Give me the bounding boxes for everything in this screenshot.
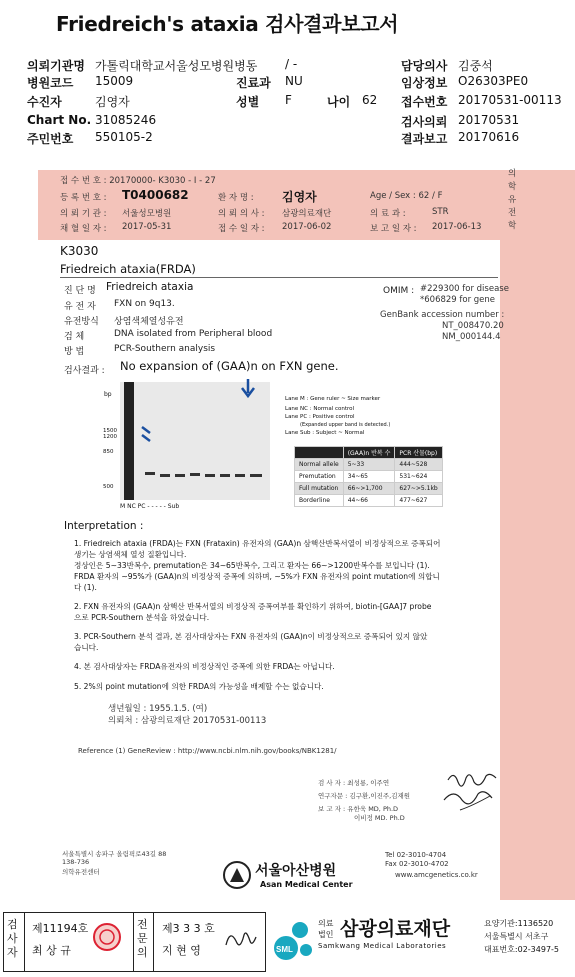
specialist-signature-image — [222, 925, 258, 953]
header-value: 550105-2 — [95, 130, 153, 144]
dx-label: 진 단 명 — [64, 286, 96, 296]
header-value: 62 — [362, 93, 378, 107]
test-code: K3030 — [60, 244, 99, 258]
dept-value: STR — [432, 207, 449, 217]
specialist-name: 지 현 영 — [162, 944, 201, 957]
table-cell: 477~627 — [395, 495, 442, 507]
collect-label: 채 혈 일 자 : — [60, 224, 107, 234]
gel-band — [175, 474, 185, 477]
gel-band — [250, 474, 262, 477]
method-value: PCR-Southern analysis — [114, 344, 216, 354]
header-value: F — [285, 93, 292, 107]
gel-band — [145, 472, 155, 475]
pink-side-band — [500, 170, 575, 900]
gel-band — [220, 474, 230, 477]
result-value: No expansion of (GAA)n on FXN gene. — [120, 359, 339, 373]
header-label: 수진자 — [27, 95, 62, 109]
header-label: 주민번호 — [27, 132, 74, 146]
org-name-en: Samkwang Medical Laboratories — [318, 942, 447, 950]
address-line-3: 의학유전센터 — [62, 868, 100, 876]
age-sex: Age / Sex : 62 / F — [370, 191, 443, 201]
org-value: 서울성모병원 — [122, 209, 172, 219]
table-row — [295, 459, 443, 471]
doctor-value: 삼광의료재단 — [282, 209, 332, 219]
header-value: NU — [285, 74, 303, 88]
org-info-2: 서울특별시 서초구 — [484, 932, 549, 941]
specialist-label: 전문의 — [137, 918, 148, 959]
table-cell: Premutation — [295, 471, 344, 483]
header-label: 결과보고 — [401, 132, 448, 146]
legend-line-2: Lane NC : Normal control — [285, 406, 355, 412]
interp-line: 생기는 상염색체 열성 질환입니다. — [74, 550, 187, 559]
table-header-cell: PCR 산물(bp) — [395, 447, 442, 459]
header-label: 접수번호 — [401, 95, 448, 109]
dx-value: Friedreich ataxia — [106, 281, 194, 293]
interp-line: 3. PCR-Southern 분석 결과, 본 검사대상자는 FXN 유전자의 (GAA)n이 비정상적으로 증폭되어 있지 않았 — [74, 632, 428, 641]
repeat-range-table — [294, 446, 443, 507]
interp-line: 4. 본 검사대상자는 FRDA유전자의 비정상적인 증폭에 의한 FRDA는 아닙니다. — [74, 662, 335, 671]
header-row — [0, 93, 575, 111]
table-cell: 66~>1,700 — [343, 483, 395, 495]
header-value: 김영자 — [95, 95, 130, 109]
ladder-500: 500 — [103, 484, 114, 490]
header-value: 20170531-00113 — [458, 93, 562, 107]
omim-disease: #229300 for disease — [420, 284, 509, 294]
header-value: 20170616 — [458, 130, 520, 144]
header-label: 의뢰기관명 — [27, 59, 85, 73]
header-label: 병원코드 — [27, 76, 74, 90]
legend-line-3: Lane PC : Positive control — [285, 414, 355, 420]
org-label: 의 뢰 기 관 : — [60, 209, 107, 219]
hospital-website: www.amcgenetics.co.kr — [395, 871, 478, 879]
svg-text:SML: SML — [276, 945, 293, 954]
patient-label: 환 자 명 : — [218, 193, 254, 203]
requester: 의뢰처 : 삼광의료재단 20170531-00113 — [108, 716, 267, 726]
table-row — [295, 471, 443, 483]
header-row — [0, 74, 575, 92]
header-label: 검사의뢰 — [401, 115, 448, 129]
doctor-label: 의 뢰 의 사 : — [218, 209, 265, 219]
signature-image — [440, 760, 510, 820]
gel-band — [190, 473, 200, 476]
report-title: Friedreich's ataxia 검사결과보고서 — [56, 12, 399, 36]
inherit-value: 상염색체열성유전 — [114, 317, 184, 327]
ladder-1200: 1200 — [103, 434, 117, 440]
table-cell: 34~65 — [343, 471, 395, 483]
inherit-label: 유전방식 — [64, 317, 99, 327]
tester-name: 최 상 규 — [32, 944, 71, 957]
interp-line: 2. FXN 유전자의 (GAA)n 삼핵산 반복서열의 비정상적 증폭여부를 확인하기 위하여, biotin-[GAA]7 probe — [74, 602, 432, 611]
header-row — [0, 57, 575, 75]
org-prefix-1: 의료 — [318, 919, 334, 928]
table-cell: 44~66 — [343, 495, 395, 507]
test-name: Friedreich ataxia(FRDA) — [60, 262, 196, 276]
hospital-tel: Tel 02-3010-4704 — [385, 851, 447, 859]
receipt-number: 접 수 번 호 : 20170000- K3030 - I - 27 — [60, 176, 216, 186]
staff-reporter-2: 이비정 MD. Ph.D — [354, 814, 405, 822]
header-row — [0, 113, 575, 131]
collect-date: 2017-05-31 — [122, 222, 172, 232]
hospital-name-kr: 서울아산병원 — [255, 863, 337, 879]
method-label: 방 법 — [64, 347, 85, 357]
header-label: 나이 — [327, 95, 351, 109]
gel-band — [205, 474, 215, 477]
header-label: 성별 — [236, 95, 260, 109]
address-line-1: 서울특별시 송파구 올림픽로43길 88 — [62, 850, 167, 858]
hospital-fax: Fax 02-3010-4702 — [385, 860, 449, 868]
genbank-label: GenBank accession number : — [380, 310, 505, 320]
header-label: Chart No. — [27, 113, 92, 127]
seal-stamp-icon — [92, 922, 122, 952]
interp-line: FRDA 환자의 ~95%가 (GAA)n의 비정상적 증폭에 의하며, ~5%가 FXN 유전자의 point mutation에 의합니 — [74, 572, 440, 581]
legend-line-1: Lane M : Gene ruler ~ Size marker — [285, 396, 381, 402]
asan-logo-icon — [222, 860, 252, 890]
table-cell: 531~624 — [395, 471, 442, 483]
table-header-cell — [295, 447, 344, 459]
pc-arrow-icon — [140, 425, 158, 445]
table-cell: 627~>5.1kb — [395, 483, 442, 495]
header-value: 가톨릭대학교서울성모병원병동 — [95, 59, 258, 73]
table-row — [295, 495, 443, 507]
table-row — [295, 483, 443, 495]
table-cell: Borderline — [295, 495, 344, 507]
interp-line: 5. 2%의 point mutation에 의한 FRDA의 가능성을 배제할 수는 없습니다. — [74, 682, 324, 691]
staff-advisor: 연구자문 : 김구환,이진주,김재원 — [318, 792, 411, 800]
gel-band — [235, 474, 245, 477]
address-line-2: 138-736 — [62, 858, 90, 866]
table-cell: Normal allele — [295, 459, 344, 471]
header-label: 임상정보 — [401, 76, 448, 90]
genbank-nm: NM_000144.4 — [442, 332, 501, 342]
org-prefix-2: 법인 — [318, 930, 334, 939]
specialist-license: 제3 3 3 호 — [162, 922, 215, 935]
birth-date: 생년월일 : 1955.1.5. (여) — [108, 704, 208, 714]
org-info-1: 요양기관:1136520 — [484, 919, 554, 928]
legend-line-4: (Expanded upper band is detected.) — [300, 422, 391, 428]
interp-line: 습니다. — [74, 643, 99, 652]
received-label: 접 수 일 자 : — [218, 224, 265, 234]
gel-bp-label: bp — [104, 391, 112, 398]
ladder-850: 850 — [103, 449, 114, 455]
dept-label: 의 료 과 : — [370, 209, 406, 219]
specimen-value: DNA isolated from Peripheral blood — [114, 329, 273, 339]
ladder-1500: 1500 — [103, 428, 117, 434]
side-label: 의학유전학 — [508, 169, 517, 231]
genbank-nt: NT_008470.20 — [442, 321, 504, 331]
staff-reporter: 보 고 자 : 유한욱 MD, Ph.D — [318, 805, 399, 813]
header-value: 20170531 — [458, 113, 520, 127]
header-value: 31085246 — [95, 113, 157, 127]
header-label: 진료과 — [236, 76, 271, 90]
interp-line: 정상인은 5~33반복수, premutation은 34~65반복수, 그리고 환자는 66~>1200반복수를 보입니다 (1). — [74, 561, 430, 570]
reference: Reference (1) GeneReview : http://www.ncbi.nlm.nih.gov/books/NBK1281/ — [78, 747, 337, 755]
tester-label: 검사자 — [7, 918, 18, 959]
legend-line-5: Lane Sub : Subject ~ Normal — [285, 430, 365, 436]
staff-tester: 검 사 자 : 최성룡, 이주연 — [318, 779, 390, 787]
received-date: 2017-06-02 — [282, 222, 332, 232]
header-value: 15009 — [95, 74, 134, 88]
sml-logo-icon — [272, 916, 316, 966]
header-row — [0, 130, 575, 148]
interp-line: 으로 PCR-Southern 분석을 하였습니다. — [74, 613, 210, 622]
divider — [60, 277, 498, 278]
hospital-name-en: Asan Medical Center — [260, 880, 353, 889]
gene-label: 유 전 자 — [64, 302, 96, 312]
org-info-3: 대표번호:02-3497-5 — [484, 945, 560, 954]
down-arrow-icon — [240, 379, 256, 399]
table-cell: 5~33 — [343, 459, 395, 471]
patient-name: 김영자 — [282, 190, 317, 204]
gene-value: FXN on 9q13. — [114, 299, 175, 309]
table-cell: Full mutation — [295, 483, 344, 495]
reported-label: 보 고 일 자 : — [370, 224, 417, 234]
interp-line: 1. Friedreich ataxia (FRDA)는 FXN (Frataxin) 유전자의 (GAA)n 삼핵산반복서열이 비정상적으로 증폭되어 — [74, 539, 441, 548]
org-name: 삼광의료재단 — [340, 918, 451, 940]
reg-no: T0400682 — [122, 188, 189, 202]
header-value: O26303PE0 — [458, 74, 529, 88]
table-header-cell: (GAA)n 반복 수 — [343, 447, 395, 459]
gel-lane-labels: M NC PC - - - - - Sub — [120, 503, 180, 510]
reg-no-label: 등 록 번 호 : — [60, 193, 107, 203]
header-value: 김중석 — [458, 59, 493, 73]
reported-date: 2017-06-13 — [432, 222, 482, 232]
ladder-lane — [124, 382, 134, 500]
omim-label: OMIM : — [383, 286, 415, 296]
tester-license: 제11194호 — [32, 922, 89, 935]
header-value: / - — [285, 57, 298, 71]
omim-gene: *606829 for gene — [420, 295, 496, 305]
header-label: 담당의사 — [401, 59, 448, 73]
specimen-label: 검 체 — [64, 332, 85, 342]
interpretation-title: Interpretation : — [64, 520, 144, 532]
gel-band — [160, 474, 170, 477]
table-cell: 444~528 — [395, 459, 442, 471]
interp-line: 다 (1). — [74, 583, 97, 592]
result-label: 검사결과 : — [64, 366, 105, 376]
